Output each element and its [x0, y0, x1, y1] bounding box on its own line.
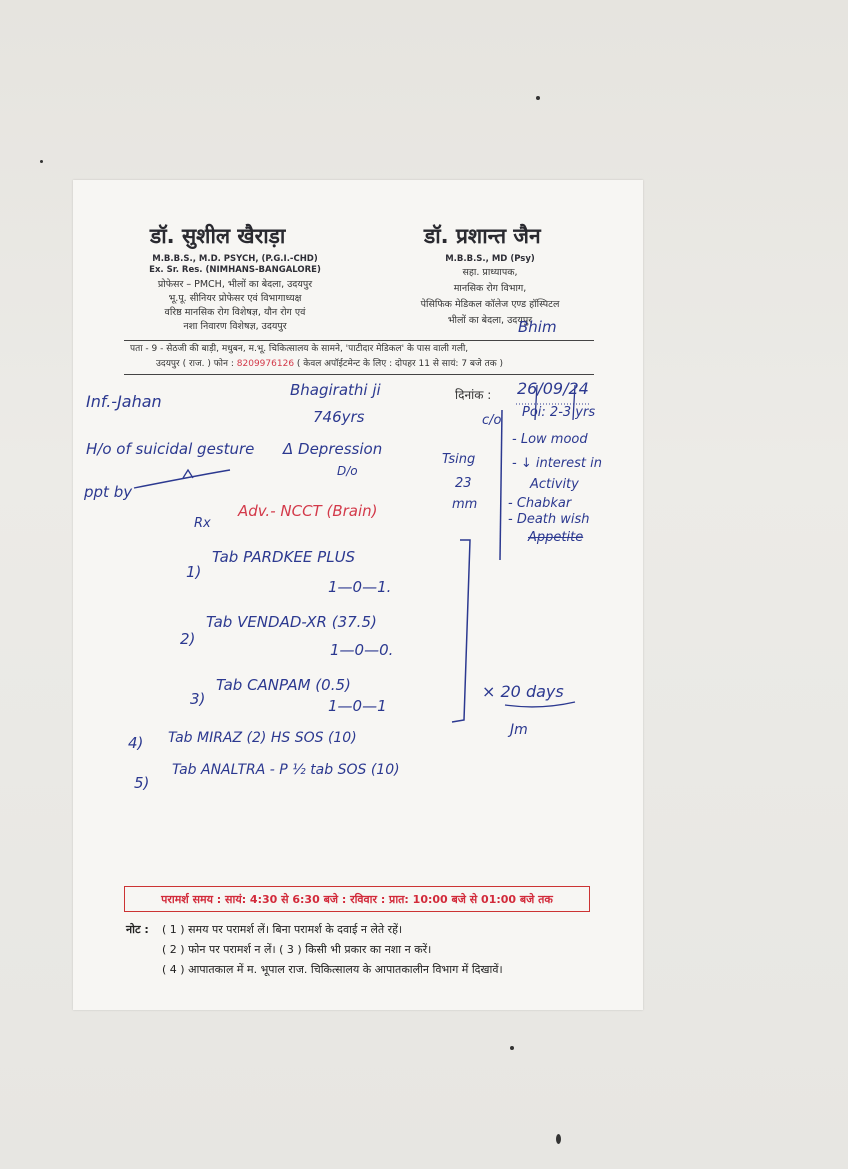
history-item-6: - Death wish [508, 512, 590, 527]
consultation-time-box: परामर्श समय : सायं: 4:30 से 6:30 बजे : रविवार : प्रात: 10:00 बजे से 01:00 बजे तक [124, 886, 590, 912]
med-3-num: 3) [190, 690, 206, 708]
phone-number: 8209976126 [236, 359, 295, 369]
note-line-2: ( 2 ) फोन पर परामर्श न लें। ( 3 ) किसी भी प्रकार का नशा न करें। [162, 943, 432, 956]
header-rule [124, 340, 594, 341]
tsing-number: 23 [455, 476, 472, 491]
address-prefix: उदयपुर ( राज. ) फोन : [156, 359, 234, 369]
med-3-name: Tab CANPAM (0.5) [216, 676, 351, 694]
doctor2-line-4: भीलों का बेदला, उदयपुर [447, 315, 533, 326]
doctor2-line-2: मानसिक रोग विभाग, [453, 283, 527, 294]
note-line-3: ( 4 ) आपातकाल में म. भूपाल राज. चिकित्सालय के आपातकालीन विभाग में दिखावें। [162, 963, 503, 976]
med-1-name: Tab PARDKEE PLUS [212, 548, 356, 566]
scan-speck [556, 1134, 561, 1144]
scan-speck [40, 160, 43, 163]
date-value: 26/09/24 [517, 379, 589, 398]
med-3-dose: 1—0—1 [328, 697, 387, 715]
med-5-name: Tab ANALTRA - P ½ tab SOS (10) [172, 762, 400, 778]
diagnosis: Δ Depression [283, 440, 383, 458]
co-label: c/o [482, 413, 502, 428]
med-1-dose: 1—0—1. [328, 578, 392, 596]
signature: Jm [510, 722, 528, 738]
history-line: H/o of suicidal gesture [86, 440, 255, 458]
history-item-7: Appetite [528, 530, 584, 545]
scan-speck [536, 96, 540, 100]
med-1-num: 1) [186, 563, 202, 581]
ppt-line: ppt by [84, 483, 133, 501]
patient-age: 746yrs [313, 408, 365, 426]
history-item-5: - Chabkar [508, 496, 572, 511]
doctor2-degrees: M.B.B.S., MD (Psy) [445, 254, 535, 264]
med-4-num: 4) [128, 734, 144, 752]
patient-name: Bhagirathi ji [290, 381, 381, 399]
date-label: दिनांक : [455, 388, 492, 402]
med-2-name: Tab VENDAD-XR (37.5) [206, 613, 377, 631]
address-rule [124, 374, 594, 375]
doctor2-name: डॉ. प्रशान्त जैन [424, 224, 541, 248]
doctor1-line-3: वरिष्ठ मानसिक रोग विशेषज्ञ, यौन रोग एवं [164, 307, 306, 318]
doctor1-degrees: M.B.B.S., M.D. PSYCH, (P.G.I.-CHD) [152, 254, 318, 264]
doctor1-line-1: प्रोफेसर – PMCH, भीलों का बेदला, उदयपुर [157, 279, 313, 290]
note-label: नोट : [126, 923, 149, 936]
rx-symbol: Rx [194, 516, 211, 531]
address-line-2 [156, 358, 596, 371]
tsing-label: Tsing [442, 452, 476, 467]
note-line-1: ( 1 ) समय पर परामर्श लें। बिना परामर्श के दवाई न लेते रहें। [162, 923, 403, 936]
doctor2-line-3: पेसिफिक मेडिकल कॉलेज एण्ड हॉस्पिटल [420, 299, 560, 310]
med-4-name: Tab MIRAZ (2) HS SOS (10) [168, 730, 357, 746]
address-line-1: पता - 9 - सेठजी की बाड़ी, मधुबन, म.भू. चिकित्सालय के सामने, 'पाटीदार मेडिकल' के पास वाली गली, [130, 344, 469, 354]
advice: Adv.- NCCT (Brain) [238, 502, 378, 520]
doctor1-line-4: नशा निवारण विशेषज्ञ, उदयपुर [183, 321, 287, 332]
brim-handwriting: Bhim [518, 318, 557, 336]
history-item-1: Poi: 2-3 yrs [522, 405, 596, 420]
informant-line: Inf.-Jahan [86, 392, 162, 411]
med-2-dose: 1—0—0. [330, 641, 394, 659]
history-item-2: - Low mood [512, 432, 588, 447]
doctor2-line-1: सहा. प्राध्यापक, [462, 267, 518, 278]
doctor1-extra: Ex. Sr. Res. (NIMHANS-BANGALORE) [149, 265, 321, 275]
med-5-num: 5) [134, 774, 150, 792]
history-item-3: - ↓ interest in [512, 456, 602, 471]
history-item-4: Activity [530, 477, 579, 492]
scan-speck [510, 1046, 514, 1050]
diagnosis-sub: D/o [337, 464, 358, 478]
doctor1-name: डॉ. सुशील खैराड़ा [150, 224, 286, 248]
tsing-unit: mm [452, 497, 478, 512]
doctor1-line-2: भू.पू. सीनियर प्रोफेसर एवं विभागाध्यक्ष [168, 293, 302, 304]
address-suffix: ( केवल अपॉईटमेन्ट के लिए : दोपहर 11 से सायं: 7 बजे तक ) [296, 359, 503, 369]
med-2-num: 2) [180, 630, 196, 648]
duration: × 20 days [482, 682, 564, 701]
